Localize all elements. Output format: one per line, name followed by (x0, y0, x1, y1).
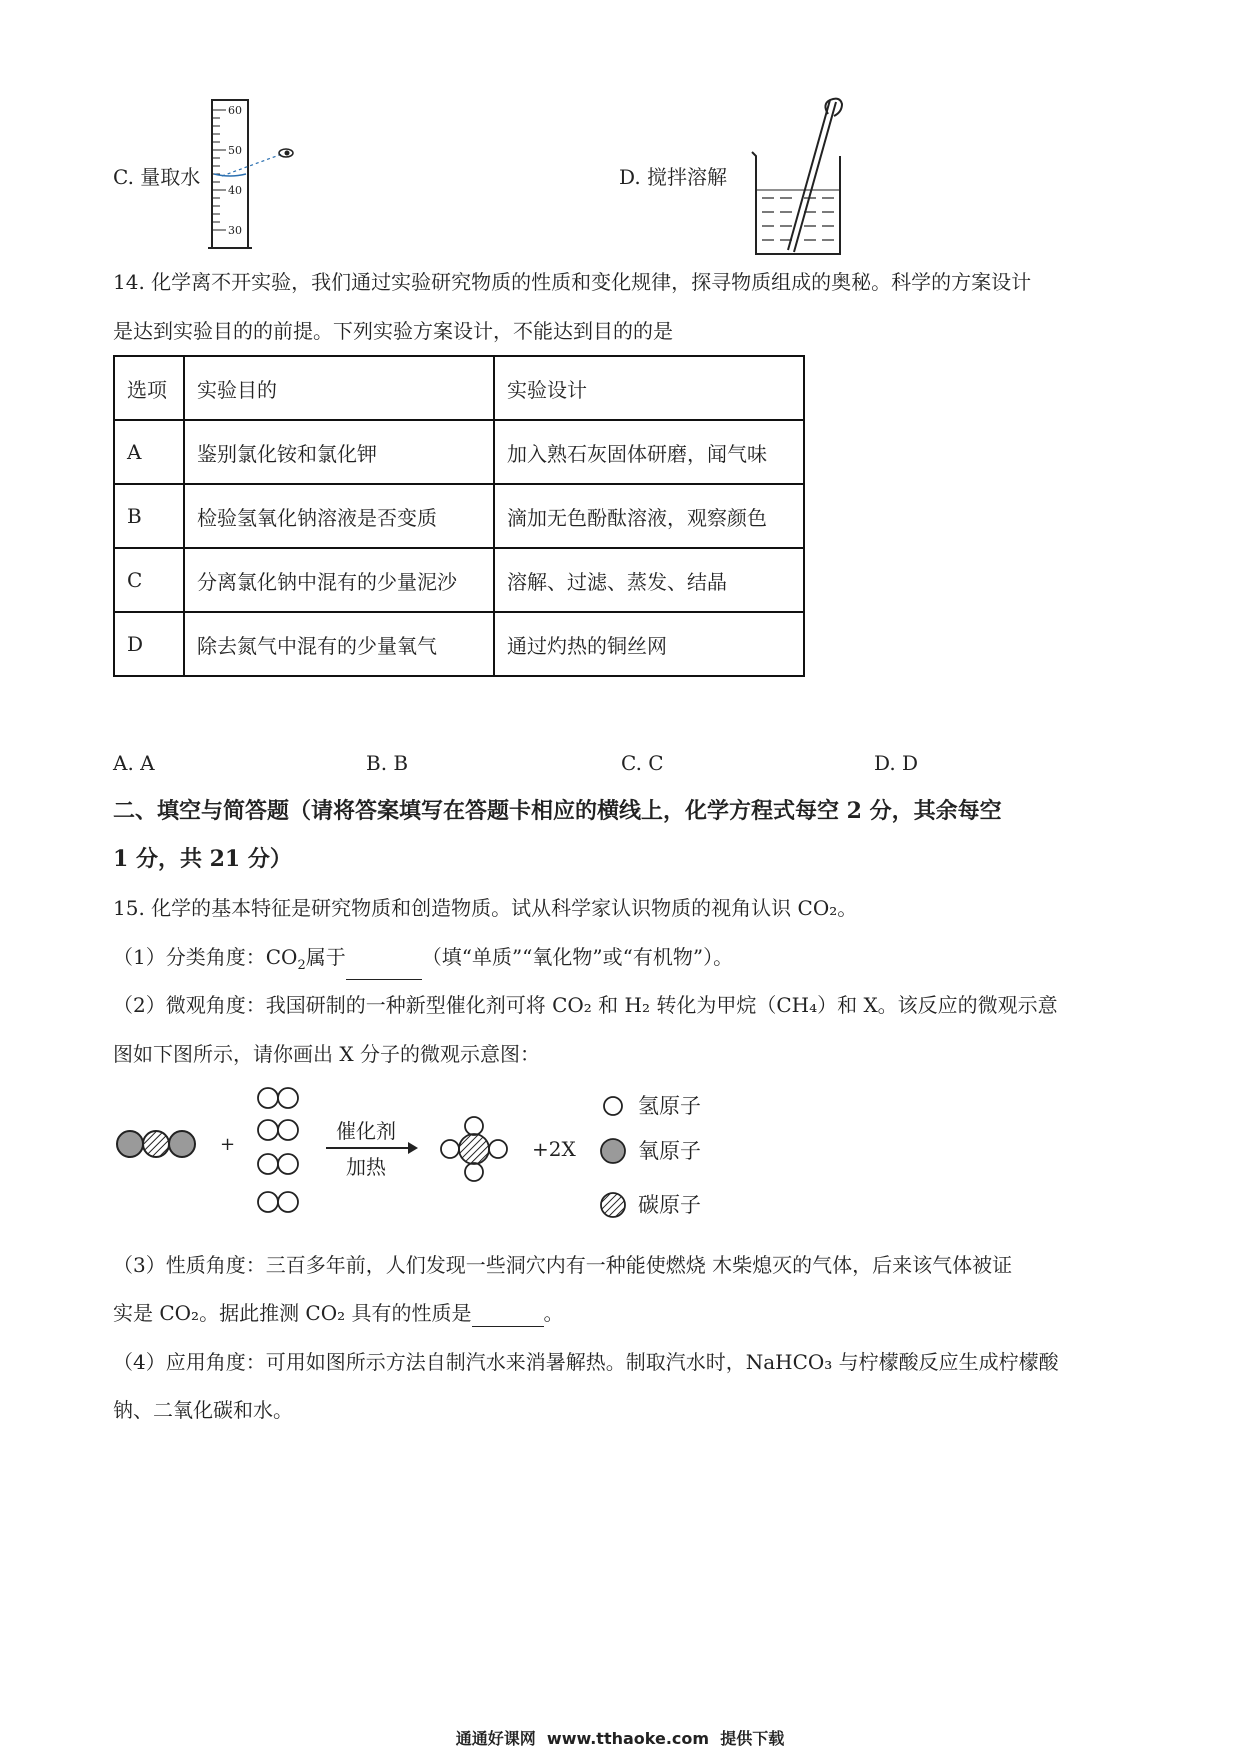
table-row (114, 420, 804, 484)
table-cell: 通过灼热的铜丝网 (494, 612, 804, 676)
plus-sign: + (220, 1134, 236, 1155)
experiment-design-table (113, 355, 805, 677)
section2-title-line2: 1 分，共 21 分） (113, 846, 292, 872)
answer-blank-3[interactable] (472, 1306, 544, 1327)
q15-part3-line1: （3）性质角度：三百多年前，人们发现一些洞穴内有一种能使燃烧 木柴熄灭的气体，后来该气体被证 (113, 1253, 1013, 1277)
table-cell: A (114, 420, 184, 484)
table-header-cell: 实验设计 (494, 356, 804, 420)
q15-part3-post: 。 (543, 1301, 564, 1325)
q15-part2-line1: （2）微观角度：我国研制的一种新型催化剂可将 CO₂ 和 H₂ 转化为甲烷（CH₄）和 X。该反应的微观示意 (113, 993, 1058, 1017)
table-cell: 溶解、过滤、蒸发、结晶 (494, 548, 804, 612)
table-cell: 加入熟石灰固体研磨，闻气味 (494, 420, 804, 484)
q15-part1-post: （填“单质”“氧化物”或“有机物”）。 (421, 945, 734, 969)
legend (601, 1097, 625, 1217)
beaker-stirring-figure (748, 94, 858, 258)
q15-part3-pre: 实是 CO₂。据此推测 CO₂ 具有的性质是 (113, 1301, 472, 1325)
q15-stem: 15. 化学的基本特征是研究物质和创造物质。试从科学家认识物质的视角认识 CO₂。 (113, 896, 858, 920)
hydrogen-atom-icon (604, 1097, 622, 1115)
table-cell: 分离氯化钠中混有的少量泥沙 (184, 548, 494, 612)
co2-molecule (117, 1131, 195, 1157)
q15-part4-line2: 钠、二氧化碳和水。 (113, 1398, 293, 1422)
q15-part1-mid: 属于 (305, 945, 346, 969)
cylinder-tick-40: 40 (228, 184, 242, 197)
table-cell: 鉴别氯化铵和氯化钾 (184, 420, 494, 484)
choice-d: D. D (874, 751, 919, 775)
q15-part4-line1: （4）应用角度：可用如图所示方法自制汽水来消暑解热。制取汽水时，NaHCO₃ 与柠檬酸反应生成柠檬酸 (113, 1350, 1059, 1374)
oxygen-atom-icon (601, 1139, 625, 1163)
section2-title-line1: 二、填空与简答题（请将答案填写在答题卡相应的横线上，化学方程式每空 2 分，其余每空 (113, 798, 1002, 824)
q14-stem-line2: 是达到实验目的的前提。下列实验方案设计，不能达到目的的是 (113, 319, 673, 343)
ch4-molecule (441, 1117, 507, 1181)
table-cell: 除去氮气中混有的少量氧气 (184, 612, 494, 676)
table-header-cell: 实验目的 (184, 356, 494, 420)
table-row (114, 612, 804, 676)
q15-part2-line2: 图如下图所示，请你画出 X 分子的微观示意图： (113, 1042, 540, 1066)
choice-b: B. B (366, 751, 409, 775)
cylinder-tick-30: 30 (228, 224, 242, 237)
q15-part1-sub: 2 (297, 958, 306, 973)
legend-carbon: 碳原子 (638, 1193, 701, 1217)
q15-part3-line2 (113, 1299, 564, 1327)
carbon-atom-icon (601, 1193, 625, 1217)
reaction-microscopic-diagram (108, 1080, 728, 1220)
cylinder-tick-60: 60 (228, 104, 242, 117)
table-cell: D (114, 612, 184, 676)
cylinder-tick-50: 50 (228, 144, 242, 157)
choice-c: C. C (621, 751, 664, 775)
q14-stem-line1: 14. 化学离不开实验，我们通过实验研究物质的性质和变化规律，探寻物质组成的奥秘。科学的方案设计 (113, 270, 1032, 294)
option-c-label: C. 量取水 (113, 165, 201, 189)
legend-hydrogen: 氢原子 (638, 1094, 701, 1118)
option-d-label: D. 搅拌溶解 (619, 165, 728, 189)
table-row (114, 484, 804, 548)
h2-molecules (258, 1088, 298, 1212)
table-cell: C (114, 548, 184, 612)
q15-part1-pre: （1）分类角度：CO (113, 945, 298, 969)
answer-blank-1[interactable] (346, 959, 422, 980)
catalyst-label: 催化剂 (336, 1119, 396, 1143)
page-footer: 通通好课网 www.tthaoke.com 提供下载 (455, 1729, 785, 1748)
table-row (114, 548, 804, 612)
heat-label: 加热 (346, 1155, 386, 1179)
product-2x: +2X (532, 1137, 576, 1161)
table-cell: B (114, 484, 184, 548)
graduated-cylinder-figure (200, 96, 300, 256)
choice-a: A. A (113, 751, 155, 775)
table-header-cell: 选项 (114, 356, 184, 420)
table-header-row (114, 356, 804, 420)
table-cell: 滴加无色酚酞溶液，观察颜色 (494, 484, 804, 548)
table-cell: 检验氢氧化钠溶液是否变质 (184, 484, 494, 548)
q15-part1 (113, 943, 733, 980)
legend-oxygen: 氧原子 (638, 1139, 701, 1163)
